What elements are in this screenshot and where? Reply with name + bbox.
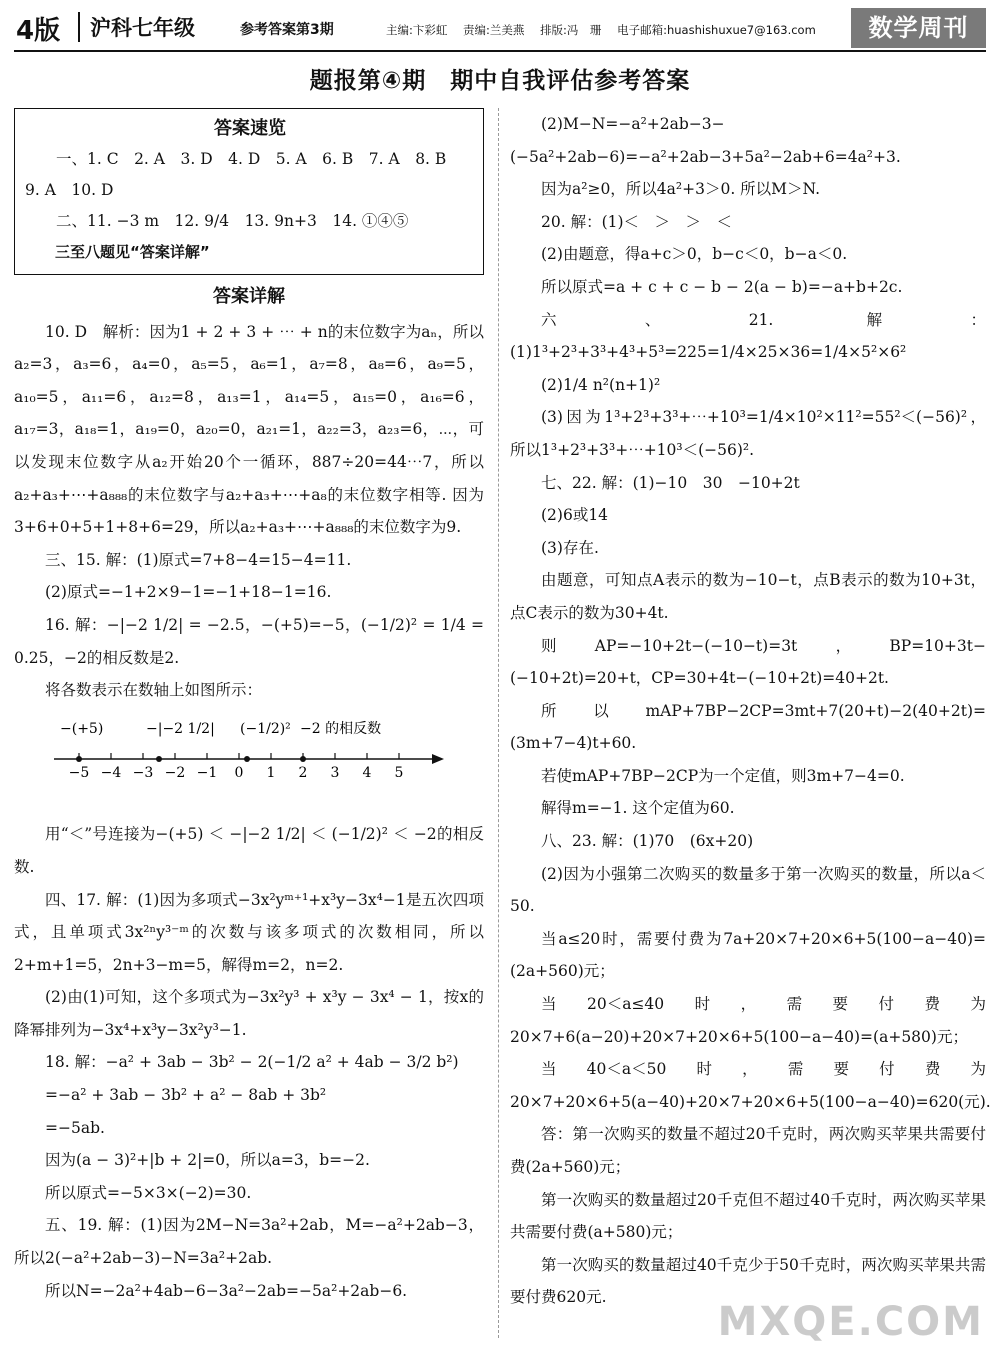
answer-paragraph: 所以原式=a + c + c − b − 2(a − b)=−a+b+2c. bbox=[541, 277, 903, 296]
answer-paragraph: =−5ab. bbox=[45, 1118, 105, 1137]
staff-credits bbox=[386, 22, 828, 38]
column-divider bbox=[498, 108, 500, 1338]
answer-paragraph: 因为a²≥0，所以4a²+3＞0. 所以M＞N. bbox=[541, 180, 821, 199]
answer-paragraph: 第一次购买的数量超过20千克但不超过40千克时，两次购买苹果共需要付费(a+580)元； bbox=[510, 1190, 986, 1242]
answer-paragraph: 若使mAP+7BP−2CP为一个定值，则3m+7−4=0. bbox=[541, 766, 905, 785]
quick-line-4: 三至八题见“答案详解” bbox=[55, 243, 210, 261]
editor-credit: 主编:卞彩虹 bbox=[386, 23, 448, 37]
left-column bbox=[14, 108, 484, 1307]
layout-credit: 排版:冯 珊 bbox=[540, 23, 602, 37]
header-divider bbox=[78, 12, 80, 42]
answer-paragraph: 由题意，可知点A表示的数为−10−t，点B表示的数为10+3t，点C表示的数为30+4t. bbox=[510, 571, 986, 622]
quick-answers-heading: 答案速览 bbox=[214, 118, 286, 139]
answer-paragraph: 所以原式=−5×3×(−2)=30. bbox=[45, 1183, 252, 1202]
answer-paragraph: 七、22. 解：(1)−10 30 −10+2t bbox=[541, 473, 800, 492]
brand-logo: 数学周刊 bbox=[851, 8, 986, 48]
quick-line-2: 9. A 10. D bbox=[25, 181, 114, 199]
answer-paragraph: (2)1/4 n²(n+1)² bbox=[541, 375, 661, 394]
answer-paragraph: 18. 解：−a² + 3ab − 3b² − 2(−1/2 a² + 4ab − 3/2 b²) bbox=[45, 1053, 459, 1072]
answer-paragraph: (3)因为1³+2³+3³+⋯+10³=1/4×10²×11²=55²＜(−56)²，所以1³+2³+3³+⋯+10³＜(−56)². bbox=[510, 408, 986, 459]
answer-paragraph: (3)存在. bbox=[541, 538, 599, 557]
label-square: (−1/2)² bbox=[240, 720, 291, 737]
answer-paragraph: 用“＜”号连接为−(+5) ＜ −|−2 1/2| ＜ (−1/2)² ＜ −2的相反数. bbox=[14, 825, 484, 876]
answer-paragraph: 解得m=−1. 这个定值为60. bbox=[541, 799, 735, 818]
answer-paragraph: (2)M−N=−a²+2ab−3−(−5a²+2ab−6)=−a²+2ab−3+5a²−2ab+6=4a²+3. bbox=[510, 115, 901, 166]
axis-point bbox=[300, 756, 306, 762]
answer-paragraph: 所以N=−2a²+4ab−6−3a²−2ab=−5a²+2ab−6. bbox=[45, 1281, 408, 1300]
label-minus-plus5: −(+5) bbox=[60, 720, 104, 737]
responsible-editor-credit: 责编:兰美燕 bbox=[463, 23, 525, 37]
answer-paragraph: (2)因为小强第二次购买的数量多于第一次购买的数量，所以a＜50. bbox=[510, 864, 986, 916]
answer-paragraph: 所以mAP+7BP−2CP=3mt+7(20+t)−2(40+2t)=(3m+7−4)t+60. bbox=[510, 701, 986, 753]
axis-tick-label: 2 bbox=[298, 764, 308, 781]
page-title: 题报第④期 期中自我评估参考答案 bbox=[309, 68, 691, 94]
answer-paragraph: 六、21. 解：(1)1³+2³+3³+4³+5³=225=1/4×25×36=1/4×5²×6² bbox=[510, 310, 986, 362]
axis-tick-label: −2 bbox=[164, 764, 186, 781]
answer-paragraph: 四、17. 解：(1)因为多项式−3x²yᵐ⁺¹+x³y−3x⁴−1是五次四项式，且单项式3x²ⁿy³⁻ᵐ的次数与该多项式的次数相同，所以2+m+1=5，2n+3−m=5，解得m=2，n=2. bbox=[14, 890, 484, 974]
page-header bbox=[14, 8, 986, 46]
answer-paragraph: 第一次购买的数量超过40千克少于50千克时，两次购买苹果共需要付费620元. bbox=[510, 1255, 986, 1307]
answer-paragraph: 16. 解：−|−2 1/2| = −2.5，−(+5)=−5，(−1/2)² = 1/4 = 0.25，−2的相反数是2. bbox=[14, 615, 484, 667]
axis-tick-label: −5 bbox=[68, 764, 90, 781]
answer-paragraph: 三、15. 解：(1)原式=7+8−4=15−4=11. bbox=[45, 550, 352, 569]
axis-point bbox=[244, 756, 250, 762]
answer-paragraph: (2)原式=−1+2×9−1=−1+18−1=16. bbox=[45, 583, 332, 602]
detail-heading: 答案详解 bbox=[213, 286, 285, 307]
answer-paragraph: 当20＜a≤40时，需要付费为20×7+6(a−20)+20×7+20×6+5(100−a−40)=(a+580)元； bbox=[510, 995, 986, 1046]
number-line-figure bbox=[14, 709, 484, 805]
answer-paragraph: 20. 解：(1)＜ ＞ ＞ ＜ bbox=[541, 212, 733, 231]
issue-label: 参考答案第3期 bbox=[240, 22, 334, 38]
quick-line-1: 一、1. C 2. A 3. D 4. D 5. A 6. B 7. A 8. B bbox=[56, 150, 447, 168]
answer-paragraph: 则AP=−10+2t−(−10−t)=3t，BP=10+3t−(−10+2t)=20+t，CP=30+4t−(−10+2t)=40+2t. bbox=[510, 636, 986, 688]
header-rule bbox=[14, 50, 986, 52]
axis-point bbox=[76, 756, 82, 762]
answer-paragraph: (2)6或14 bbox=[541, 506, 609, 525]
answer-paragraph: (2)由(1)可知，这个多项式为−3x²y³ + x³y − 3x⁴ − 1，按x的降幂排列为−3x⁴+x³y−3x²y³−1. bbox=[14, 988, 484, 1039]
axis-tick-label: −4 bbox=[100, 764, 122, 781]
axis-arrow-icon bbox=[432, 754, 444, 764]
axis-tick-label: 1 bbox=[266, 764, 276, 781]
answer-paragraph: 当a≤20时，需要付费为7a+20×7+20×6+5(100−a−40)=(2a+560)元； bbox=[510, 929, 986, 981]
right-column bbox=[510, 108, 991, 1314]
answer-paragraph: (2)由题意，得a+c＞0，b−c＜0，b−a＜0. bbox=[541, 245, 848, 264]
number-line-labels bbox=[60, 720, 381, 737]
answer-paragraph: 八、23. 解：(1)70 (6x+20) bbox=[541, 832, 754, 851]
email-credit: 电子邮箱:huashishuxue7@163.com bbox=[617, 23, 816, 37]
axis-tick-label: −1 bbox=[196, 764, 218, 781]
label-abs-value: −|−2 1/2| bbox=[146, 720, 215, 737]
axis-tick-label: 5 bbox=[394, 764, 404, 781]
axis-tick-label: 0 bbox=[234, 764, 244, 781]
axis-tick-label: −3 bbox=[132, 764, 154, 781]
answer-paragraph: 10. D 解析：因为1 + 2 + 3 + ⋯ + n的末位数字为aₙ，所以a₂=3，a₃=6，a₄=0，a₅=5，a₆=1，a₇=8，a₈=6，a₉=5，a₁₀=5，a₁₁=6，a₁₂=8，a₁₃=1，a₁₄=5，a₁₅=0，a₁₆=6，a₁₇=3，a₁₈=1，a₁₉=0，a₂₀=0，a₂₁=1，a₂₂=3，a₂₃=6，⋯，可以发现末位数字从a₂开始20个一循环，887÷20=44⋯7，所以a₂+a₃+⋯+a₈₈₈的末位数字与a₂+a₃+⋯+a₈的末位数字相等. 因为3+6+0+5+1+8+6=29，所以a₂+a₃+⋯+a₈₈₈的末位数字为9. bbox=[14, 322, 484, 537]
answer-paragraph: 五、19. 解：(1)因为2M−N=3a²+2ab，M=−a²+2ab−3，所以2(−a²+2ab−3)−N=3a²+2ab. bbox=[14, 1216, 484, 1268]
answer-paragraph: =−a² + 3ab − 3b² + a² − 8ab + 3b² bbox=[45, 1086, 327, 1105]
grade-label: 沪科七年级 bbox=[90, 16, 195, 40]
label-opposite: −2 的相反数 bbox=[300, 720, 382, 737]
axis-tick-label: 4 bbox=[362, 764, 372, 781]
answer-paragraph: 因为(a − 3)²+|b + 2|=0，所以a=3，b=−2. bbox=[45, 1151, 370, 1170]
watermark: MXQE.COM bbox=[717, 1299, 984, 1345]
quick-answers-box bbox=[14, 108, 484, 275]
axis-ticks bbox=[69, 753, 404, 781]
answer-paragraph: 答：第一次购买的数量不超过20千克时，两次购买苹果共需要付费(2a+560)元； bbox=[510, 1125, 986, 1176]
axis-tick-label: 3 bbox=[330, 764, 340, 781]
answer-paragraph: 当40＜a＜50时，需要付费为20×7+20×6+5(a−40)+20×7+20×6+5(100−a−40)=620(元). bbox=[510, 1060, 991, 1111]
edition-label: 4版 bbox=[16, 16, 61, 46]
axis-point bbox=[156, 756, 162, 762]
answer-paragraph: 将各数表示在数轴上如图所示： bbox=[45, 681, 263, 700]
quick-line-3: 二、11. −3 m 12. 9/4 13. 9n+3 14. ①④⑤ bbox=[56, 212, 409, 230]
